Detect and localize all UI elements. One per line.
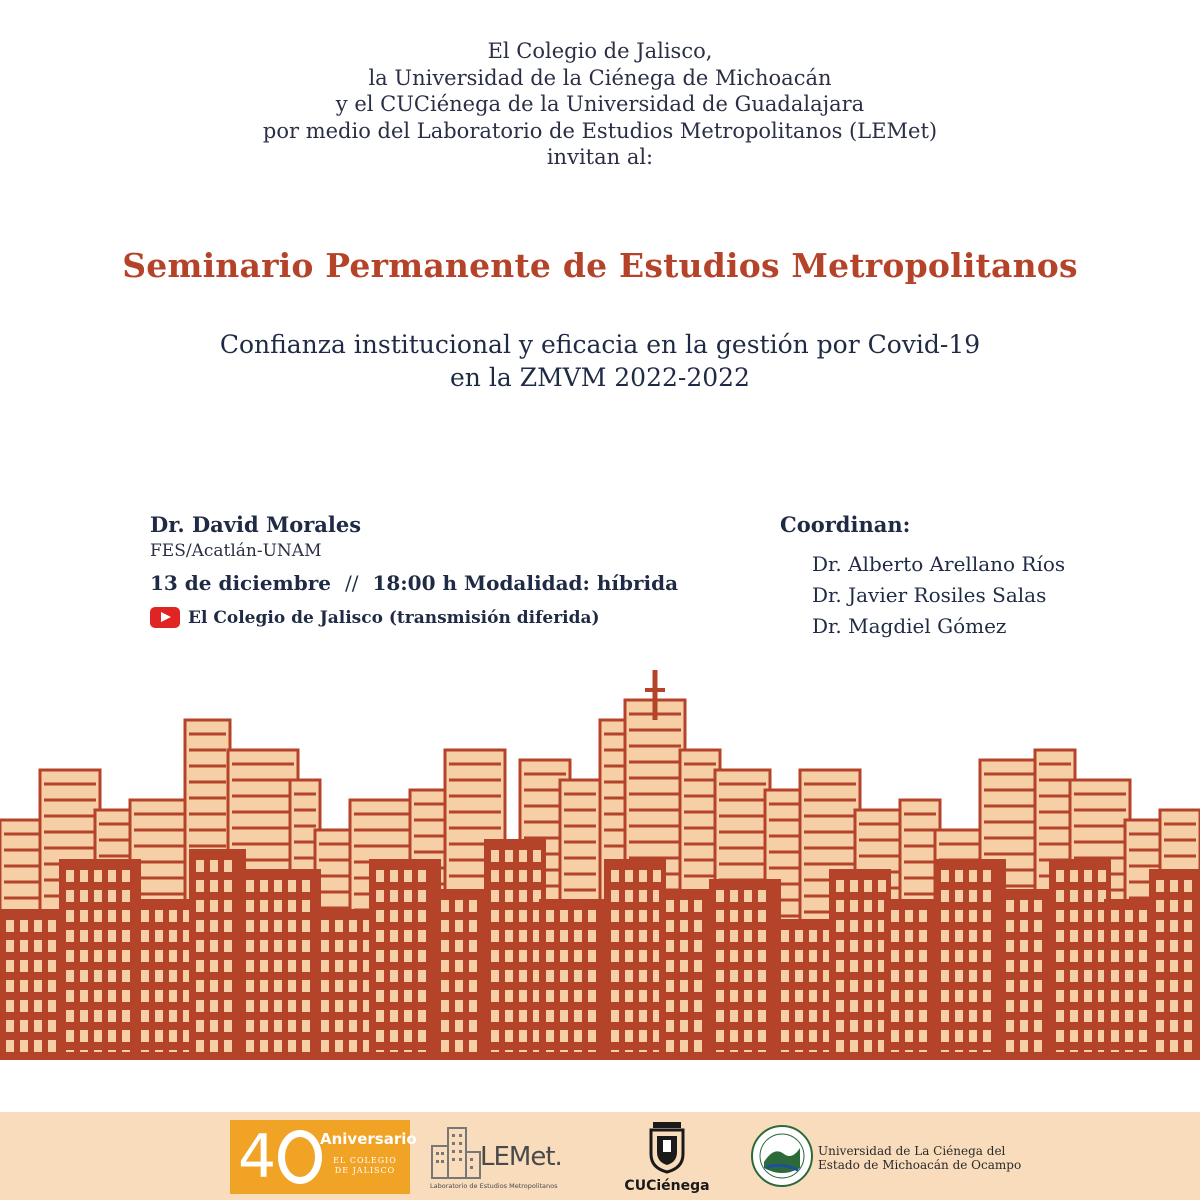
speaker-affiliation: FES/Acatlán-UNAM xyxy=(150,541,322,561)
seminar-title: Seminario Permanente de Estudios Metropolitanos xyxy=(122,246,1078,285)
talk-title-line: en la ZMVM 2022-2022 xyxy=(450,363,750,392)
intro-line: El Colegio de Jalisco, xyxy=(487,39,713,63)
intro-line: y el CUCiénega de la Universidad de Guadalajara xyxy=(335,92,865,116)
coordinators-block xyxy=(780,512,1160,642)
stream-link[interactable] xyxy=(150,607,710,628)
ucm-seal-icon xyxy=(750,1124,814,1188)
speaker-name: Dr. David Morales xyxy=(150,512,362,537)
cucienega-logo xyxy=(612,1120,722,1196)
speaker-block xyxy=(150,512,710,628)
intro-line: la Universidad de la Ciénega de Michoacán xyxy=(368,65,832,90)
coordinator-name: Dr. Alberto Arellano Ríos xyxy=(812,552,1066,576)
logo40-aniversario: Aniversario xyxy=(320,1130,417,1148)
talk-title xyxy=(0,328,1200,394)
colegio-jalisco-40-logo: 4 Aniversario EL COLEGIO DE JALISCO xyxy=(230,1120,410,1194)
cucienega-name: CUCiénega xyxy=(624,1178,710,1194)
ucm-name: Universidad de La Ciénega del Estado de Michoacán de Ocampo xyxy=(818,1144,1022,1172)
city-skyline-illustration xyxy=(0,660,1200,1060)
intro-line: invitan al: xyxy=(546,145,654,169)
talk-title-line: Confianza institucional y eficacia en la gestión por Covid-19 xyxy=(219,330,981,359)
udg-shield-icon xyxy=(647,1120,687,1174)
lemet-subtitle: Laboratorio de Estudios Metropolitanos xyxy=(430,1182,558,1190)
youtube-icon xyxy=(150,607,180,628)
lemet-name: LEMet. xyxy=(480,1142,562,1172)
lemet-buildings-icon xyxy=(430,1124,484,1180)
coordinators-heading: Coordinan: xyxy=(780,512,911,537)
ucm-logo xyxy=(750,1122,1022,1192)
intro-text xyxy=(0,38,1200,171)
stream-label: El Colegio de Jalisco (transmisión diferida) xyxy=(188,607,600,628)
intro-line: por medio del Laboratorio de Estudios Metropolitanos (LEMet) xyxy=(262,118,938,143)
schedule-separator: // xyxy=(344,571,359,595)
footer-logos xyxy=(0,1112,1200,1200)
coordinators-list xyxy=(812,549,1160,642)
coordinator-name: Dr. Magdiel Gómez xyxy=(812,614,1007,638)
event-date: 13 de diciembre xyxy=(150,571,331,595)
lemet-logo xyxy=(428,1124,578,1194)
event-schedule xyxy=(150,571,710,595)
logo40-colegio: EL COLEGIO DE JALISCO xyxy=(333,1156,397,1175)
event-time-mode: 18:00 h Modalidad: híbrida xyxy=(372,571,679,595)
coordinator-name: Dr. Javier Rosiles Salas xyxy=(812,583,1047,607)
